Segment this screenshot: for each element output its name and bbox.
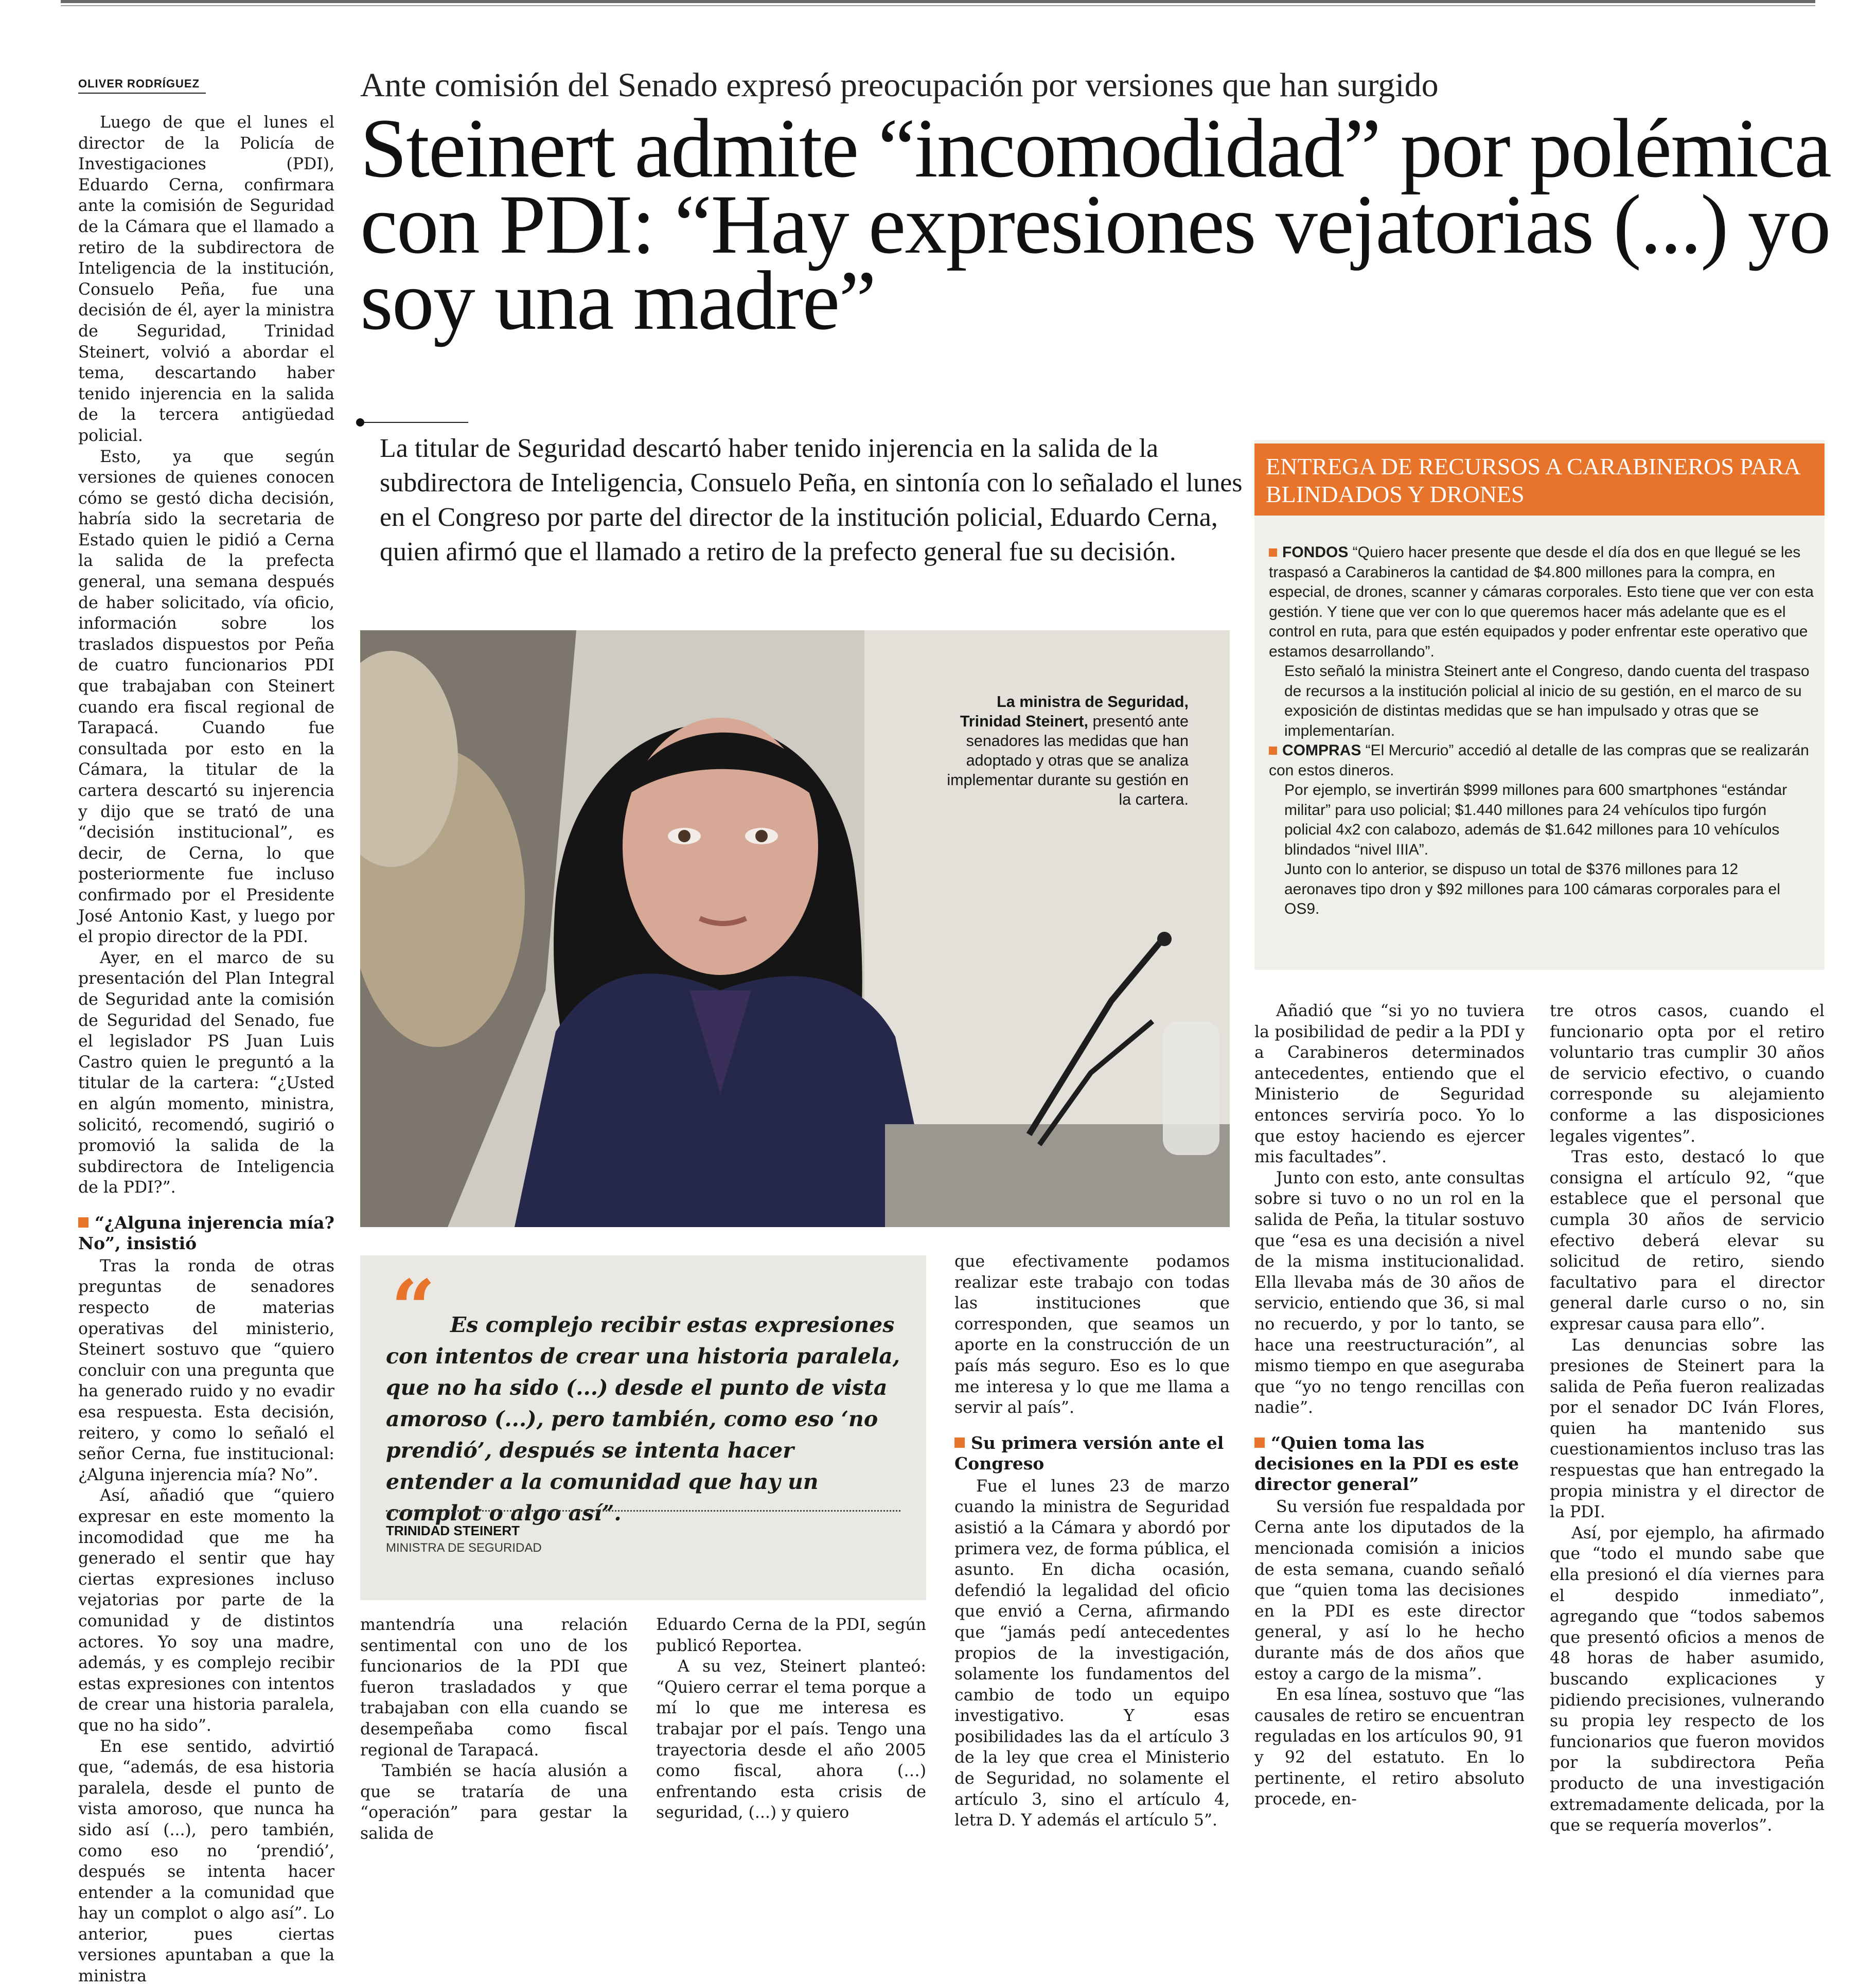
photo-caption xyxy=(936,692,1189,809)
sidebar-paragraph: FONDOS “Quiero hacer presente que desde el día dos en que llegué se les traspasó a Carabineros la cantidad de $4.800 millones para la compra, en especial, de drones, scanner y cámaras corporales. Esto tiene que ver con esta gestión. Y tiene que ver con lo que queremos hacer más adelante que es el control en ruta, para que estén equipados y poder enfrentar este operativo que estamos desarrollando”. xyxy=(1269,544,1814,660)
sidebar-paragraph: Junto con lo anterior, se dispuso un total de $376 millones para 12 aeronaves tipo dron y $92 millones para 100 cámaras corporales para el OS9. xyxy=(1284,861,1780,917)
paragraph: También se hacía alusión a que se trataría de una “operación” para gestar la salida de xyxy=(360,1762,628,1843)
pull-quote-text: Es complejo recibir estas expresiones con intentos de crear una historia paralela, que no ha sido (...) desde el punto de vista amoroso (...), pero también, como eso ‘no prendió’, después se intenta hacer entender a la comunidad que hay un complot o algo así”. xyxy=(386,1312,900,1525)
caption-text: presentó ante senadores las medidas que han adoptado y otras que se analiza implementar durante su gestión en la cartera. xyxy=(947,713,1189,808)
square-bullet-icon xyxy=(1254,1438,1265,1448)
paragraph: Junto con esto, ante consultas sobre si tuvo o no un rol en la salida de Peña, la titular sostuvo que “esa es una decisión a nivel de la misma institucionalidad. Ella llevaba más de 30 años de servicio, entiendo que 36, si mal no recuerdo, y por lo tanto, se hace una reestructuración”, al mismo tiempo en que aseguraba que “yo no tengo rencillas con nadie”. xyxy=(1254,1168,1525,1417)
top-rule-thin xyxy=(61,5,1815,6)
kicker: Ante comisión del Senado expresó preocupación por versiones que han surgido xyxy=(360,66,1439,104)
paragraph: Luego de que el lunes el director de la Policía de Investigaciones (PDI), Eduardo Cerna, confirmara ante la comisión de Seguridad de la Cámara que el llamado a retiro de la subdirectora de Inteligencia de la institución, Consuelo Peña, fue una decisión de él, ayer la ministra de Seguridad, Trinidad Steinert, volvió a abordar el tema, descartando haber tenido injerencia en la salida de la tercera antigüedad policial. xyxy=(78,113,334,445)
paragraph: Las denuncias sobre las presiones de Steinert para la salida de Peña fueron realizadas por el senador DC Iván Flores, quien ha mantenido sus cuestionamientos incluso tras las respuestas que han entregado la propia ministra y el director de la PDI. xyxy=(1550,1336,1825,1522)
column-1 xyxy=(78,112,334,1987)
paragraph: mantendría una relación sentimental con uno de los funcionarios de la PDI que fueron trasladados y que trabajaban con ella cuando se desempeñaba como fiscal regional de Tarapacá. xyxy=(360,1616,628,1760)
paragraph: Esto, ya que según versiones de quienes conocen cómo se gestó dicha decisión, habría sido la secretaria de Estado quien le pidió a Cerna la salida de la prefecta general, una semana después de haber solicitado, vía oficio, información sobre los traslados dispuestos por Peña de cuatro funcionarios PDI que trabajaban con Steinert cuando era fiscal regional de Tarapacá. Cuando fue consultada por esto en la Cámara, la titular de la cartera descartó su injerencia y dijo que se trató de una “decisión institucional”, es decir, de Cerna, lo que posteriormente fue incluso confirmado por el Presidente José Antonio Kast, y luego por el propio director de la PDI. xyxy=(78,447,334,947)
square-bullet-icon xyxy=(1269,747,1277,755)
quote-author: TRINIDAD STEINERT xyxy=(386,1523,520,1538)
quote-author-role: MINISTRA DE SEGURIDAD xyxy=(386,1541,542,1555)
subheading: “Quien toma las decisiones en la PDI es este director general” xyxy=(1254,1432,1519,1494)
column-2 xyxy=(360,1615,628,1844)
deck: La titular de Seguridad descartó haber tenido injerencia en la salida de la subdirectora de Inteligencia, Consuelo Peña, en sintonía con lo señalado el lunes en el Congreso por parte del director de la institución policial, Eduardo Cerna, quien afirmó que el llamado a retiro de la prefecto general fue su decisión. xyxy=(380,434,1243,566)
paragraph: Tras esto, destacó lo que consigna el artículo 92, “que establece que el personal que cumpla 30 años de servicio efectivo deberá elevar su solicitud de retiro, siendo facultativo para el director general darle curso o no, sin expresar causa para ello”. xyxy=(1550,1148,1825,1334)
paragraph: Fue el lunes 23 de marzo cuando la ministra de Seguridad asistió a la Cámara y abordó por primera vez, de forma pública, el asunto. En dicha ocasión, defendió la legalidad del oficio que envió a Cerna, afirmando que “jamás pedí antecedentes propios de la investigación, solamente los fundamentos del cambio de todo un equipo investigativo. Y esas posibilidades las da el artículo 3 de la ley que crea el Ministerio de Seguridad, no solamente el artículo 3, sino el artículo 4, letra D. Y además el artículo 5”. xyxy=(954,1477,1230,1830)
column-6 xyxy=(1550,1001,1825,1836)
column-3 xyxy=(656,1615,926,1823)
top-rule xyxy=(61,0,1815,3)
square-bullet-icon xyxy=(78,1217,89,1228)
quote-mark-icon: “ xyxy=(391,1263,436,1354)
paragraph: que efectivamente podamos realizar este trabajo con todas las instituciones que corresponden, que seamos un aporte en la construcción de un país más seguro. Eso es lo que me interesa y lo que me llama a servir al país”. xyxy=(954,1252,1230,1417)
paragraph: tre otros casos, cuando el funcionario opta por el retiro voluntario tras cumplir 30 años de servicio efectivo, o cuando corresponde su alejamiento conforme a las disposiciones legales vigentes”. xyxy=(1550,1002,1825,1146)
sidebar-paragraph: COMPRAS “El Mercurio” accedió al detalle de las compras que se realizarán con estos dineros. xyxy=(1269,742,1809,779)
paragraph: Su versión fue respaldada por Cerna ante los diputados de la mencionada comisión a inicios de esta semana, cuando señaló que “quien toma las decisiones en la PDI es este director general, y así lo he hecho durante más de dos años que estoy a cargo de la misma”. xyxy=(1254,1497,1525,1683)
square-bullet-icon xyxy=(1269,548,1277,557)
paragraph: Eduardo Cerna de la PDI, según publicó Reportea. xyxy=(656,1616,926,1655)
paragraph: Así, añadió que “quiero expresar en este momento la incomodidad que me ha generado el sentir que hay ciertas expresiones incluso vejatorias por parte de la comunidad y de distintos actores. Yo soy una madre, además, y es complejo recibir estas expresiones con intentos de crear una historia paralela, que no ha sido”. xyxy=(78,1486,334,1735)
paragraph: A su vez, Steinert planteó: “Quiero cerrar el tema porque a mí lo que me interesa es trabajar por el país. Tengo una trayectoria desde el año 2005 como fiscal, ahora (…) enfrentando esta crisis de seguridad, (...) y quiero xyxy=(656,1657,926,1822)
byline: OLIVER RODRÍGUEZ xyxy=(78,77,206,94)
sidebar-paragraph: Esto señaló la ministra Steinert ante el Congreso, dando cuenta del traspaso de recursos a la institución policial al inicio de su gestión, en el marco de su exposición de distintas medidas que se han impulsado y otras que se implementarían. xyxy=(1284,663,1810,739)
sidebar-title: ENTREGA DE RECURSOS A CARABINEROS PARA BLINDADOS Y DRONES xyxy=(1254,443,1825,516)
subheading: Su primera versión ante el Congreso xyxy=(954,1432,1224,1474)
caption-bold: La ministra de Seguridad, Trinidad Steinert, xyxy=(960,693,1189,730)
square-bullet-icon xyxy=(954,1438,965,1448)
paragraph: En ese sentido, advirtió que, “además, de esa historia paralela, desde el punto de vista amoroso, que nunca ha sido así (...), pero también, como eso no ‘prendió’, después se intenta hacer entender a la comunidad que hay un complot o algo así”. Lo anterior, pues ciertas versiones apuntaban a que la ministra xyxy=(78,1737,334,1986)
paragraph: En esa línea, sostuvo que “las causales de retiro se encuentran reguladas en los artículos 90, 91 y 92 del estatuto. En lo pertinente, el retiro absoluto procede, en- xyxy=(1254,1686,1525,1809)
paragraph: Añadió que “si yo no tuviera la posibilidad de pedir a la PDI y a Carabineros determinados antecedentes, entiendo que el Ministerio de Seguridad entonces serviría poco. Yo lo que estoy haciendo es ejercer mis facultades”. xyxy=(1254,1002,1525,1167)
subheading: “¿Alguna injerencia mía? No”, insistió xyxy=(78,1212,334,1253)
column-4 xyxy=(954,1251,1230,1831)
paragraph: Ayer, en el marco de su presentación del Plan Integral de Seguridad ante la comisión de Seguridad del Senado, fue el legislador PS Juan Luis Castro quien le preguntó a la titular de la cartera: “¿Usted en algún momento, ministra, solicitó, recomendó, sugirió o promovió la salida de la subdirectora de Inteligencia de la PDI?”. xyxy=(78,948,334,1197)
headline: Steinert admite “incomodidad” por polémica con PDI: “Hay expresiones vejatorias (...) yo soy una madre” xyxy=(360,102,1831,347)
deck-rule xyxy=(360,422,468,423)
paragraph: Así, por ejemplo, ha afirmado que “todo el mundo sabe que ella presionó el día viernes para el despido inmediato”, agregando que “todos sabemos que presentó oficios a menos de 48 horas de haber asumido, buscando explicaciones y pidiendo precisiones, vulnerando su propia ley respecto de los funcionarios que fueron movidos por la subdirectora Peña producto de una investigación extremadamente delicada, por la que se requería moverlos”. xyxy=(1550,1523,1825,1835)
sidebar-paragraph: Por ejemplo, se invertirán $999 millones para 600 smartphones “estándar militar” para uso policial; $1.440 millones para 24 vehículos tipo furgón policial 4x2 con calabozo, además de $1.642 millones para 10 vehículos blindados “nivel IIIA”. xyxy=(1284,782,1787,858)
paragraph: Tras la ronda de otras preguntas de senadores respecto de materias operativas del ministerio, Steinert sostuvo que “quiero concluir con una pregunta que ha generado ruido y no evadir esa respuesta. Esta decisión, reitero, y como lo señaló el señor Cerna, fue institucional: ¿Alguna injerencia mía? No”. xyxy=(78,1256,334,1484)
sidebar-body xyxy=(1269,543,1814,919)
column-5 xyxy=(1254,1001,1525,1810)
quote-divider xyxy=(386,1510,900,1512)
